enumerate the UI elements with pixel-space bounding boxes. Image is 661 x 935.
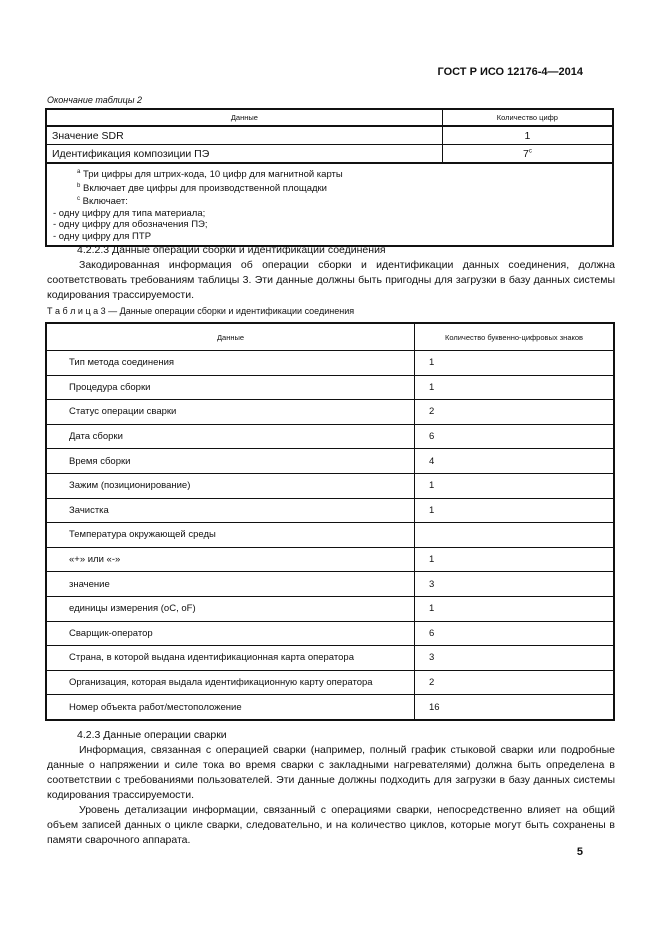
cell: 2	[415, 400, 615, 425]
cell: Идентификация композиции ПЭ	[46, 145, 442, 164]
cell: Номер объекта работ/местоположение	[46, 695, 415, 720]
cell: единицы измерения (oC, oF)	[46, 596, 415, 621]
paragraph: Уровень детализации информации, связанный с операциями сварки, непосредственно влияет на общий объем записей данных о цикле сварки, следовательно, и на количество циклов, которые могут быть сохранены в памяти сварочного аппарата.	[47, 804, 615, 846]
table-3	[45, 322, 615, 721]
table2-caption: Окончание таблицы 2	[47, 95, 142, 105]
cell: значение	[46, 572, 415, 597]
table-row	[46, 621, 614, 646]
table-row	[46, 473, 614, 498]
table-row	[46, 572, 614, 597]
cell: 16	[415, 695, 615, 720]
cell: 1	[415, 351, 615, 376]
table-2	[45, 108, 614, 247]
cell: Время сборки	[46, 449, 415, 474]
cell: 3	[415, 646, 615, 671]
cell: Дата сборки	[46, 424, 415, 449]
table-row	[46, 670, 614, 695]
table-row	[46, 449, 614, 474]
table-row	[46, 351, 614, 376]
cell: 4	[415, 449, 615, 474]
cell: 1	[415, 547, 615, 572]
cell: 6	[415, 424, 615, 449]
table-row	[46, 596, 614, 621]
paragraph: Информация, связанная с операцией сварки (например, полный график стыковой сварки или подробные данные о напряжении и силе тока во время сварки с закладными нагревателями) должна быть определена в соответствии с требованиями пользователей. Эти данные должны подходить для загрузки в базу данных системы кодирования трассируемости.	[47, 744, 615, 801]
table-row	[46, 523, 614, 548]
col-header: Количество цифр	[442, 109, 613, 126]
note: $^c$ Включает:	[77, 196, 128, 208]
value: 7	[522, 147, 529, 160]
table-row	[46, 695, 614, 720]
table-row	[46, 126, 613, 145]
section-heading: 4.2.2.3 Данные операции сборки и идентификации соединения	[77, 244, 386, 256]
table-notes	[46, 163, 613, 246]
cell: Статус операции сварки	[46, 400, 415, 425]
note: $^b$ Включает две цифры для производственной площадки	[77, 182, 327, 194]
note: $^a$ Три цифры для штрих-кода, 10 цифр для магнитной карты	[77, 169, 343, 181]
note-sublist: - одну цифру для типа материала; - одну цифру для обозначения ПЭ; - одну цифру для ПТР	[53, 207, 208, 242]
cell: Тип метода соединения	[46, 351, 415, 376]
table-row	[46, 145, 613, 164]
cell	[442, 145, 613, 164]
table3-caption: Т а б л и ц а 3 — Данные операции сборки и идентификации соединения	[47, 306, 355, 316]
cell: «+» или «-»	[46, 547, 415, 572]
cell: Страна, в которой выдана идентификационная карта оператора	[46, 646, 415, 671]
document-header: ГОСТ Р ИСО 12176-4—2014	[437, 66, 583, 78]
cell: Сварщик-оператор	[46, 621, 415, 646]
cell: Зачистка	[46, 498, 415, 523]
cell: Температура окружающей среды	[46, 523, 415, 548]
table-row	[46, 646, 614, 671]
cell: Процедура сборки	[46, 375, 415, 400]
col-header: Данные	[46, 323, 415, 351]
table-row	[46, 498, 614, 523]
cell: 1	[415, 375, 615, 400]
col-header: Количество буквенно-цифровых знаков	[415, 323, 615, 351]
cell: Значение SDR	[46, 126, 442, 145]
cell: 1	[415, 596, 615, 621]
cell: Зажим (позиционирование)	[46, 473, 415, 498]
cell: 2	[415, 670, 615, 695]
table-row	[46, 400, 614, 425]
table-row	[46, 547, 614, 572]
cell: 1	[415, 498, 615, 523]
cell: 6	[415, 621, 615, 646]
footnote-mark: c	[528, 148, 532, 154]
cell: 1	[415, 473, 615, 498]
page-number: 5	[576, 846, 583, 858]
paragraph: Закодированная информация об операции сборки и идентификации данных соединения, должна соответствовать требованиям таблицы 3. Эти данные должны быть пригодны для загрузки в базу данных системы кодирования трассируемости.	[47, 259, 615, 301]
section-heading: 4.2.3 Данные операции сварки	[77, 729, 227, 741]
table-row	[46, 424, 614, 449]
cell	[415, 523, 615, 548]
cell: 1	[442, 126, 613, 145]
cell: Организация, которая выдала идентификационную карту оператора	[46, 670, 415, 695]
table-row	[46, 375, 614, 400]
cell: 3	[415, 572, 615, 597]
col-header: Данные	[46, 109, 442, 126]
